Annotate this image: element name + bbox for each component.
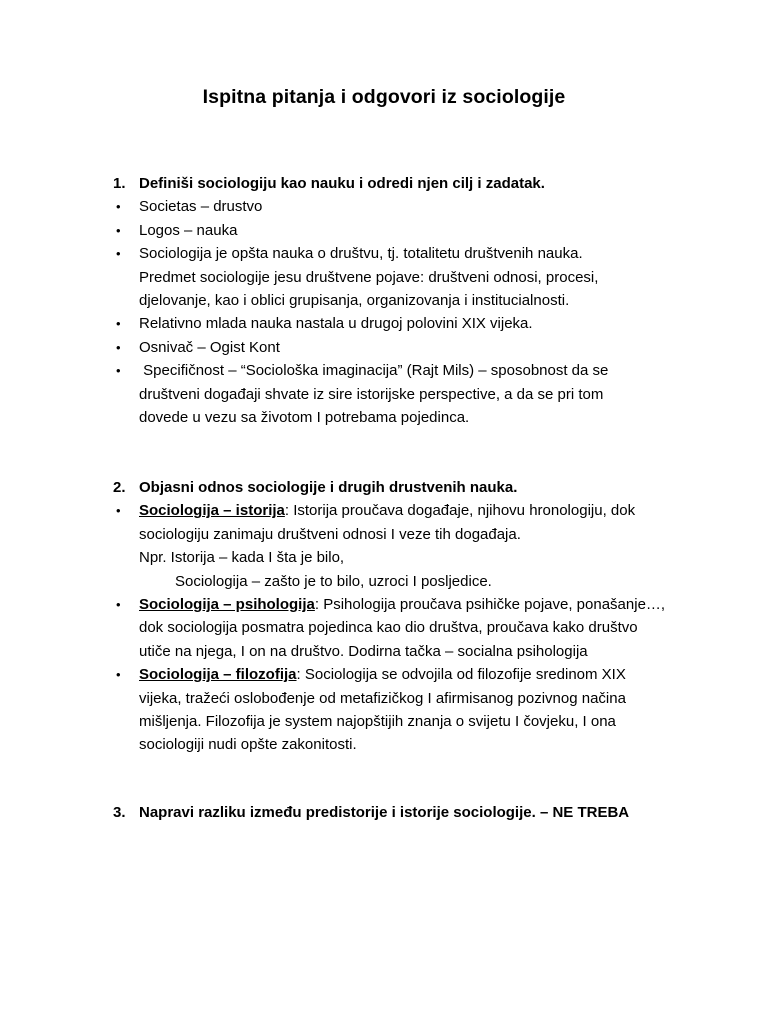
document-title: Ispitna pitanja i odgovori iz sociologije (202, 86, 566, 108)
bullet-icon: • (116, 363, 121, 379)
list-item (113, 499, 713, 593)
list-item-text: dok sociologija posmatra pojedinca kao dio društva, proučava kako društvo (139, 619, 638, 637)
list-item-text: Specifičnost – “Sociološka imaginacija” (Rajt Mils) – sposobnost da se (139, 362, 609, 380)
list-item-text: vijeka, tražeći oslobođenje od metafizičkog I afirmisanog pozivnog načina (139, 689, 626, 707)
comparison-label: Sociologija – filozofija (139, 666, 297, 684)
bullet-icon: • (116, 246, 121, 262)
list-item-text: Sociologija je opšta nauka o društvu, tj. totalitetu društvenih nauka. (139, 245, 583, 263)
question-3 (113, 801, 713, 824)
question-2 (113, 476, 713, 757)
list-item-text: utiče na njega, I on na društvo. Dodirna tačka – socialna psihologija (139, 642, 588, 660)
list-item (113, 219, 713, 242)
question-number: 1. (113, 175, 126, 192)
list-item-text: Sociologija – zašto je to bilo, uzroci I posljedice. (175, 572, 492, 590)
question-text: Napravi razliku između predistorije i istorije sociologije. – NE TREBA (139, 804, 630, 821)
bullet-icon: • (116, 199, 121, 215)
list-item-text: djelovanje, kao i oblici grupisanja, organizovanja i institucialnosti. (139, 292, 570, 310)
list-item-text: : Psihologija proučava psihičke pojave, ponašanje…, (314, 596, 666, 614)
list-item (113, 359, 713, 429)
answer-list (113, 195, 713, 429)
list-item-text: : Sociologija se odvojila od filozofije sredinom XIX (296, 666, 626, 684)
list-item-text: sociologiji nudi opšte zakonitosti. (139, 736, 357, 754)
list-item-text: dovede u vezu sa životom I potrebama pojedinca. (139, 409, 470, 427)
list-item (113, 312, 713, 335)
list-item-text: mišljenja. Filozofija je system najopštijih znanja o svijetu I čovjeku, I ona (139, 713, 616, 731)
bullet-icon: • (116, 222, 121, 238)
list-item-text: Osnivač – Ogist Kont (139, 338, 280, 356)
list-item-text: sociologiju zanimaju društveni odnosi I veze tih događaja. (139, 525, 521, 543)
comparison-label: Sociologija – istorija (139, 502, 285, 520)
answer-list (113, 499, 713, 756)
question-number: 2. (113, 479, 126, 496)
list-item (113, 242, 713, 312)
question-text: Objasni odnos sociologije i drugih drustvenih nauka. (139, 479, 518, 496)
question-2-heading (113, 476, 713, 499)
list-item (113, 195, 713, 218)
question-number: 3. (113, 804, 126, 821)
list-item-text: Relativno mlada nauka nastala u drugoj polovini XIX vijeka. (139, 315, 533, 333)
list-item-text: Predmet sociologije jesu društvene pojave: društveni odnosi, procesi, (139, 268, 599, 286)
list-item-first-line (139, 499, 713, 522)
bullet-icon: • (116, 503, 121, 519)
list-item-text: Npr. Istorija – kada I šta je bilo, (139, 549, 345, 567)
list-item (113, 593, 713, 663)
question-text: Definiši sociologiju kao nauku i odredi njen cilj i zadatak. (139, 175, 545, 192)
list-item-first-line (139, 663, 713, 686)
question-3-heading (113, 801, 713, 824)
list-item-text: društveni događaji shvate iz sire istorijske perspective, a da se pri tom (139, 385, 604, 403)
bullet-icon: • (116, 667, 121, 683)
question-1-heading (113, 172, 713, 195)
comparison-label: Sociologija – psihologija (139, 596, 315, 614)
list-item (113, 336, 713, 359)
list-item-text: : Istorija proučava događaje, njihovu hronologiju, dok (284, 502, 636, 520)
bullet-icon: • (116, 339, 121, 355)
bullet-icon: • (116, 316, 121, 332)
bullet-icon: • (116, 597, 121, 613)
list-item-text: Societas – drustvo (139, 198, 263, 216)
list-item-first-line (139, 593, 713, 616)
question-1 (113, 172, 713, 429)
list-item-text: Logos – nauka (139, 221, 238, 239)
list-item (113, 663, 713, 757)
